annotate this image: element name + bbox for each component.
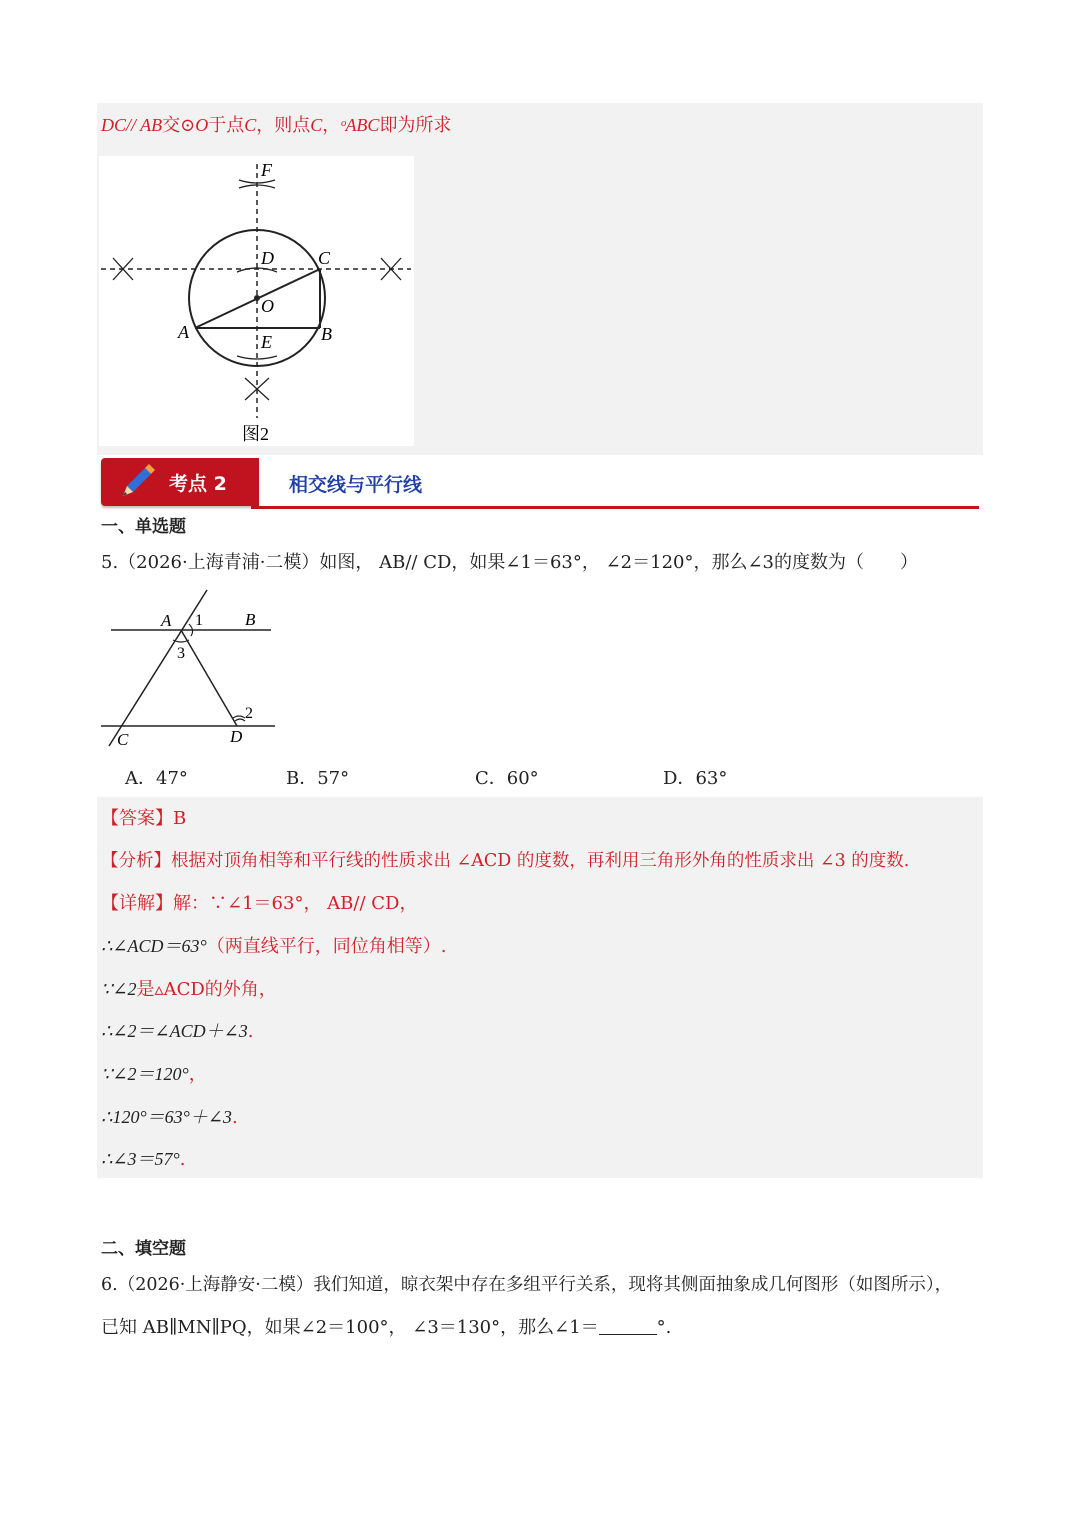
q6-line2 [101, 1316, 671, 1340]
label-f: F [261, 160, 272, 180]
label-o: O [261, 296, 274, 316]
step4-note: ， [188, 1064, 207, 1085]
q6-line2-prefix: 已知 AB∥MN∥PQ，如果∠2＝100°， ∠3＝130°，那么∠1＝ [101, 1317, 599, 1338]
text-zedian: ，则点 [256, 115, 311, 136]
step1-note: （两直线平行，同位角相等）. [206, 936, 447, 957]
text-yudian: 于点 [208, 115, 245, 136]
option-c: C．60° [475, 768, 539, 789]
analysis-tag: 【分析】 [101, 851, 171, 871]
answer-tag: 【答案】 [101, 808, 173, 829]
text-comma: ， [322, 115, 341, 136]
detail-step-6 [101, 1147, 185, 1172]
detail-step-1 [101, 934, 446, 959]
step2-note: 是▵ACD的外角， [136, 979, 277, 1000]
label-a: A [178, 322, 189, 342]
analysis-text: 根据对顶角相等和平行线的性质求出 ∠ACD 的度数，再利用三角形外角的性质求出 ∠3 的度数. [171, 851, 910, 871]
detail-first: 解：∵∠1＝63°， AB// CD， [173, 893, 418, 914]
q5-text: 5.（2026·上海青浦·二模）如图， AB// CD，如果∠1＝63°， ∠2＝120°，那么∠3的度数为（ ） [101, 552, 919, 573]
label-d: D [261, 248, 274, 268]
step5-note: . [231, 1107, 238, 1128]
detail-step-2 [101, 977, 277, 1002]
solution-line-top [101, 113, 451, 138]
text-jiao: 交 [162, 115, 181, 136]
label-c: C [318, 248, 331, 268]
circle-figure-panel [99, 156, 414, 446]
detail-step-4 [101, 1062, 207, 1087]
step1-math: ∴∠ACD＝63° [101, 936, 207, 956]
q6-line1: 6.（2026·上海静安·二模）我们知道，晾衣架中存在多组平行关系，现将其侧面抽象成几何图形（如图所示）， [101, 1275, 953, 1295]
analysis-line [101, 849, 909, 873]
step6-note: . [179, 1149, 186, 1170]
label-b-q5: B [245, 610, 256, 629]
option-d: D．63° [663, 768, 728, 789]
detail-step-3 [101, 1019, 253, 1044]
text-jiweisuoqiu: 即为所求 [379, 115, 452, 136]
step3-math: ∴∠2＝∠ACD＋∠3 [101, 1021, 248, 1041]
section-badge-label: 考点 2 [169, 473, 227, 495]
math-c: C [244, 115, 257, 135]
option-b: B．57° [286, 768, 350, 789]
label-d-q5: D [230, 727, 243, 746]
answer-value: B [173, 808, 187, 829]
q6-line2-suffix: °. [656, 1317, 672, 1338]
q5-options [125, 764, 885, 788]
option-a: A．47° [125, 768, 188, 789]
circle-construction-figure [99, 156, 414, 446]
label-1-q5: 1 [195, 612, 203, 629]
q5-figure-panel [99, 588, 279, 748]
section-header [101, 458, 979, 510]
label-a-q5: A [161, 611, 172, 630]
detail-line [101, 892, 417, 916]
detail-tag: 【详解】 [101, 893, 173, 914]
step5-math: ∴120°＝63°＋∠3 [101, 1107, 232, 1127]
step3-note: . [247, 1021, 254, 1042]
math-triangle-abc: ᵒABC [340, 115, 380, 135]
q6-answer-blank[interactable] [599, 1316, 657, 1335]
label-3-q5: 3 [177, 645, 185, 662]
answer-line [101, 807, 186, 831]
math-dc-ab: DC// AB [101, 115, 163, 135]
math-circle-o: ⊙O [180, 115, 209, 135]
parallel-lines-figure [99, 588, 279, 748]
step4-math: ∵∠2＝120° [101, 1064, 189, 1084]
label-2-q5: 2 [245, 705, 253, 722]
figure-caption: 图2 [242, 424, 269, 444]
label-e: E [261, 332, 272, 352]
label-b: B [321, 324, 332, 344]
pencil-icon [117, 462, 157, 502]
step6-math: ∴∠3＝57° [101, 1149, 180, 1169]
label-c-q5: C [117, 730, 129, 748]
detail-step-5 [101, 1105, 238, 1130]
math-c2: C [310, 115, 323, 135]
section-title: 相交线与平行线 [289, 474, 423, 496]
section-badge [101, 458, 259, 506]
part2-heading: 二、填空题 [101, 1239, 186, 1259]
part1-heading: 一、单选题 [101, 517, 186, 537]
step2-math: ∵∠2 [101, 979, 137, 999]
section-rule [251, 506, 979, 509]
